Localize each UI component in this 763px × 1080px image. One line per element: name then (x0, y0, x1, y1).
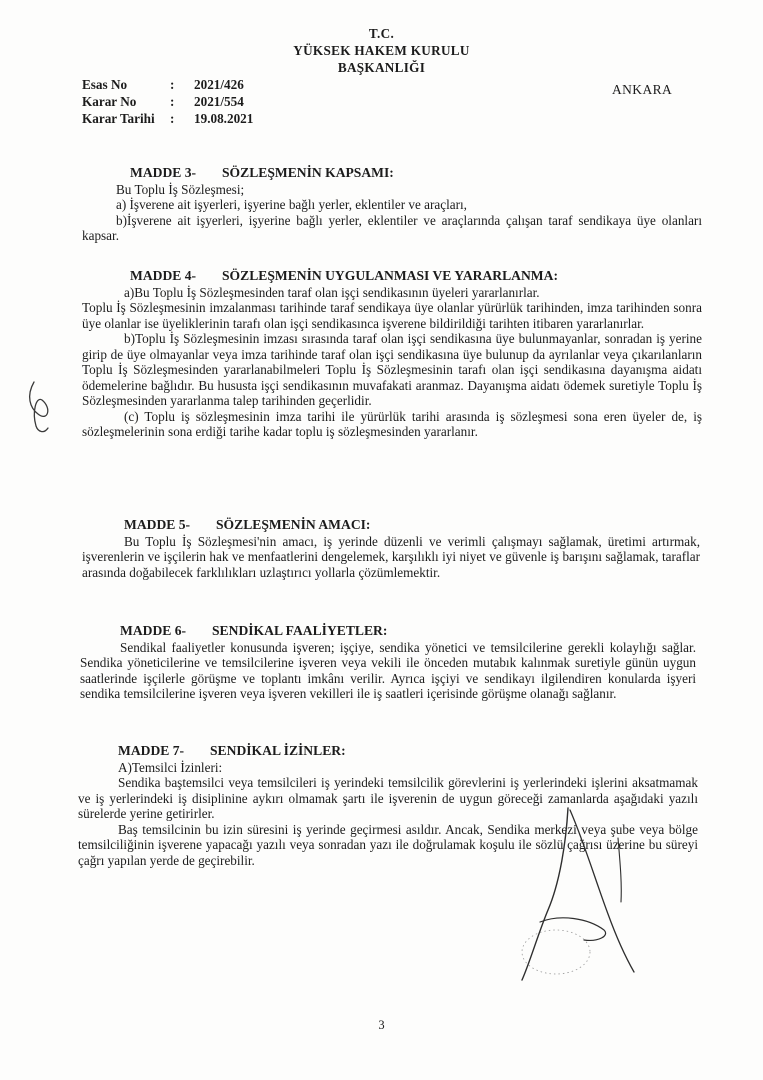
article-number: MADDE 3- (130, 165, 197, 180)
article-number: MADDE 6- (120, 623, 187, 638)
header-line-presidency: BAŞKANLIĞI (337, 60, 426, 75)
article-paragraph: b)Toplu İş Sözleşmesinin imzası sırasında taraf olan işçi sendikasına üye bulunmayanlar, sonradan iş yerine girip de üye olmayanlar veya imza tarihinde taraf olan işçi sendikasına üye bulunup da ayrılanlar veya çıkarılanların Toplu İş Sözleşmesinden yararlanabilmeleri Toplu İş Sözleşmesinin tarafı olan işçi sendikasına dayanışma aidatı ödemelerine bağlıdır. Bu hususta işçi sendikasının muvafakati aranmaz. Dayanışma aidatı ödemek suretiyle Toplu İş Sözleşmesinden yararlanma talep tarihinden geçerlidir. (82, 331, 702, 408)
header-line-institution: YÜKSEK HAKEM KURULU (293, 43, 470, 58)
article-paragraph: (c) Toplu iş sözleşmesinin imza tarihi ile yürürlük tarihi arasında iş sözleşmesi sona eren üyeler de, iş sözleşmelerinin sona erdiği tarihe kadar toplu iş sözleşmesinden yararlanır. (82, 408, 702, 439)
article-4 (82, 268, 702, 440)
article-paragraph: Bu Toplu İş Sözleşmesi'nin amacı, iş yerinde düzenli ve verimli çalışmayı sağlamak, üretimi artırmak, işverenlerin ve işçilerin hak ve menfaatlerini dengelemek, karşılıklı iyi niyet ve güvenle iş barışını sağlamak, taraflar arasında doğabilecek farklılıkları uzlaştırıcı yollarla çözümlemektir. (82, 533, 700, 580)
article-paragraph: b)İşverene ait işyerleri, işyerine bağlı yerler, eklentiler ve araçlarında çalışan taraf sendikaya üye olanları kapsar. (82, 212, 702, 243)
article-heading (118, 743, 698, 759)
header-line-tc: T.C. (368, 26, 395, 41)
meta-row-karar (82, 93, 253, 110)
article-number: MADDE 4- (130, 268, 197, 283)
article-paragraph: A)Temsilci İzinleri: (118, 759, 223, 775)
signature (500, 802, 650, 987)
article-paragraph: Bu Toplu İş Sözleşmesi; (116, 181, 245, 197)
article-title: SÖZLEŞMENİN AMACI: (216, 517, 371, 532)
meta-label: Karar Tarihi (82, 111, 155, 126)
article-heading (130, 268, 702, 284)
article-paragraph: Sendikal faaliyetler konusunda işveren; işçiye, sendika yönetici ve temsilcilerine gerekli kolaylığı sağlar. Sendika yöneticilerine ve temsilcilerine işveren veya vekili ile önceden mutabık kalınmak suretiyle günün uygun saatlerinde işçilerle görüşme ve toplantı imkânı verilir. Ayrıca işçiyi ve sendikayı ilgilendiren konularda işyeri sendika temsilcilerine işveren veya işveren vekilleri ile iş saatleri içerisinde görüşme olanağı sağlanır. (80, 639, 696, 701)
article-title: SÖZLEŞMENİN KAPSAMI: (222, 165, 394, 180)
meta-separator: : (170, 94, 175, 109)
article-title: SENDİKAL İZİNLER: (210, 743, 346, 758)
article-title: SÖZLEŞMENİN UYGULANMASI VE YARARLANMA: (222, 268, 558, 283)
article-paragraph: Sendika baştemsilci veya temsilcileri iş yerindeki temsilcilik görevlerini iş yerlerindeki işlerini aksatmamak ve iş yerlerindeki iş disiplinine aykırı olmamak şartı ile işverenin de uygun göreceği zamanlarda aşağıdaki yazılı sürelerde yerine getirirler. (78, 775, 698, 821)
meta-separator: : (170, 77, 175, 92)
article-paragraph: Baş temsilcinin bu izin süresini iş yerinde geçirmesi asıldır. Ancak, Sendika merkezi veya şube veya bölge temsilciliğinin işverene yapacağı yazılı veya sonradan yazı ile doğrulamak koşulu ile sözlü çağrısı üzerine bu süreyi çağrı yapılan yerde de geçirebilir. (78, 821, 698, 868)
article-6 (80, 623, 696, 702)
article-heading (120, 623, 696, 639)
meta-separator: : (170, 111, 175, 126)
meta-value: 2021/426 (194, 77, 244, 92)
article-5 (82, 517, 700, 580)
article-paragraph: Toplu İş Sözleşmesinin imzalanması tarihinde taraf sendikaya üye olanlar yürürlük tarihinden, imza tarihinden sonra üye olanlar ise üyeliklerinin tarafı olan işçi sendikasınca işverene bildirildiği tarihten itibaren yararlanırlar. (82, 300, 702, 331)
article-heading (130, 165, 702, 181)
article-3 (82, 165, 702, 244)
page-number: 3 (378, 1018, 385, 1032)
article-number: MADDE 5- (124, 517, 191, 532)
meta-value: 19.08.2021 (194, 111, 254, 126)
meta-row-karar-tarihi (82, 110, 253, 127)
article-heading (124, 517, 700, 533)
article-paragraph: a) İşverene ait işyerleri, işyerine bağlı yerler, eklentiler ve araçları, (116, 197, 467, 212)
case-metadata (82, 76, 253, 127)
meta-value: 2021/554 (194, 94, 244, 109)
article-title: SENDİKAL FAALİYETLER: (212, 623, 388, 638)
city-label: ANKARA (612, 82, 673, 97)
meta-label: Esas No (82, 77, 128, 92)
article-number: MADDE 7- (118, 743, 185, 758)
article-paragraph: a)Bu Toplu İş Sözleşmesinden taraf olan işçi sendikasının üyeleri yararlanırlar. (124, 284, 540, 300)
meta-row-esas (82, 76, 253, 93)
meta-label: Karar No (82, 94, 137, 109)
margin-initial-signature (22, 378, 62, 438)
